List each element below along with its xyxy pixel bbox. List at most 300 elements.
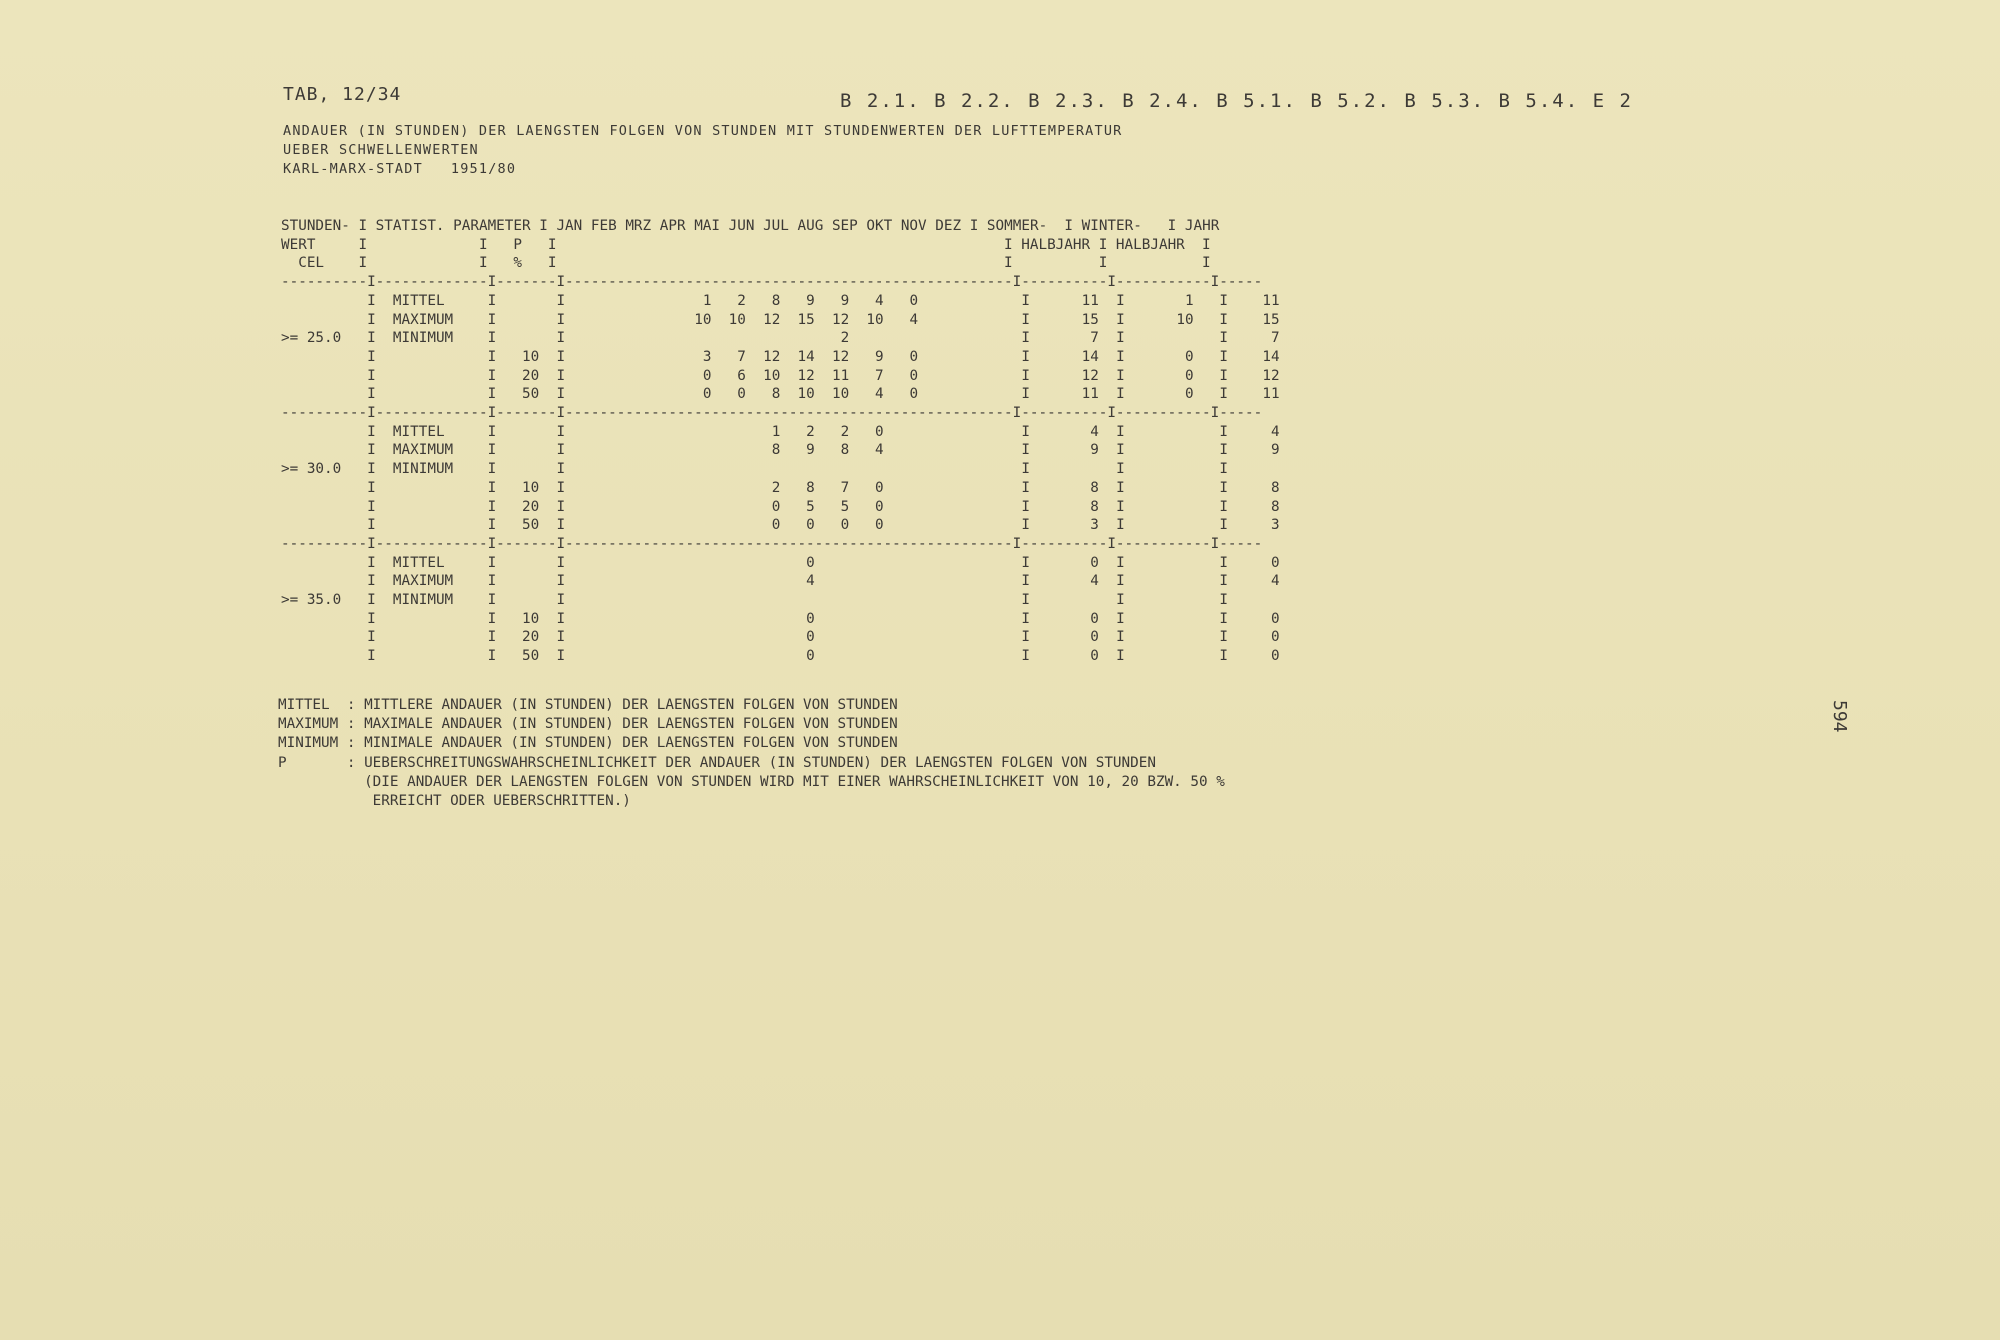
winter-value: 0 (1133, 367, 1194, 384)
month-value (815, 629, 849, 645)
month-value (608, 517, 642, 533)
month-value: 4 (849, 386, 884, 403)
month-value (918, 592, 952, 608)
winter-value (1133, 592, 1193, 608)
month-value (677, 330, 711, 346)
month-value (711, 442, 745, 458)
summer-value: 4 (1038, 423, 1099, 440)
month-value (574, 499, 608, 515)
month-value (608, 442, 642, 458)
month-value (574, 555, 608, 571)
month-value (884, 573, 918, 589)
year-value: 11 (1236, 386, 1280, 403)
year-value: 4 (1236, 423, 1280, 440)
month-value (918, 648, 952, 664)
month-value (574, 386, 608, 402)
probability-value: 20 (513, 629, 540, 646)
statistic-label: MINIMUM (392, 461, 471, 478)
month-value (643, 629, 677, 645)
month-value: 0 (745, 517, 781, 534)
winter-value: 0 (1133, 386, 1194, 403)
summer-value: 15 (1038, 311, 1099, 328)
month-value (815, 592, 849, 608)
month-value: 8 (814, 442, 850, 459)
year-value: 9 (1236, 442, 1280, 459)
month-value (884, 611, 918, 627)
year-value (1237, 592, 1280, 608)
probability-value: 50 (513, 517, 540, 534)
month-value (643, 611, 677, 627)
month-value: 12 (814, 311, 850, 328)
winter-value: 1 (1133, 292, 1194, 309)
month-value (711, 330, 745, 346)
month-value (643, 592, 677, 608)
note-text: ERREICHT ODER UEBERSCHRITTEN.) (364, 793, 631, 810)
month-value (849, 555, 883, 571)
month-value (953, 480, 987, 496)
month-value (849, 461, 883, 477)
statistic-label (393, 499, 470, 515)
month-value (884, 442, 918, 458)
summer-value: 0 (1038, 629, 1099, 646)
threshold-label: >= 35.0 (281, 592, 359, 609)
summer-value: 14 (1038, 348, 1099, 365)
month-value (608, 349, 642, 365)
month-value (677, 480, 711, 496)
month-value: 0 (849, 498, 884, 515)
month-value: 15 (780, 311, 815, 328)
summer-value: 11 (1038, 292, 1099, 309)
month-value (643, 517, 677, 533)
month-value (643, 480, 677, 496)
year-value: 8 (1236, 479, 1280, 496)
month-value: 10 (677, 311, 712, 328)
month-value (677, 442, 711, 458)
document-title (283, 122, 1123, 179)
month-value (849, 592, 883, 608)
table-number: TAB, 12/34 (283, 84, 402, 105)
year-value: 15 (1236, 311, 1280, 328)
month-value: 8 (745, 442, 781, 459)
month-value (780, 461, 814, 477)
note-term: MITTEL : (278, 697, 365, 713)
month-value (574, 480, 608, 496)
month-header: FEB (590, 218, 617, 234)
month-value (643, 293, 677, 309)
month-value (849, 573, 883, 589)
month-value: 7 (711, 348, 746, 365)
month-value (918, 461, 952, 477)
month-value: 0 (780, 648, 815, 665)
month-value (953, 349, 987, 365)
month-value: 11 (814, 367, 850, 384)
month-value (677, 592, 711, 608)
month-value: 0 (849, 479, 884, 496)
statistic-label: MAXIMUM (392, 311, 471, 328)
probability-value: 50 (513, 648, 540, 665)
month-value (953, 312, 987, 328)
month-value (677, 611, 711, 627)
month-header: SEP (831, 218, 858, 234)
month-value: 1 (745, 423, 781, 440)
note-text: MAXIMALE ANDAUER (IN STUNDEN) DER LAENGSTEN FOLGEN VON STUNDEN (364, 716, 898, 733)
month-value: 0 (883, 367, 919, 384)
month-value: 0 (711, 386, 746, 403)
month-value (953, 368, 987, 384)
statistic-label (393, 648, 470, 664)
month-value (643, 442, 677, 458)
month-value: 2 (711, 292, 746, 309)
month-value (953, 461, 987, 477)
probability-value (513, 312, 539, 328)
month-value: 6 (711, 367, 746, 384)
month-value (643, 555, 677, 571)
month-value (711, 573, 745, 589)
year-value (1237, 461, 1280, 477)
month-value (608, 330, 642, 346)
summer-value: 0 (1038, 648, 1099, 665)
month-value (574, 330, 608, 346)
winter-value (1133, 517, 1193, 533)
month-value (677, 573, 711, 589)
month-value (711, 480, 745, 496)
month-value (918, 629, 952, 645)
month-value: 10 (849, 311, 884, 328)
month-value: 14 (780, 348, 815, 365)
month-value (677, 517, 711, 533)
statistic-label (393, 480, 470, 496)
month-value (918, 573, 952, 589)
page-number: 594 (1829, 700, 1850, 733)
month-header: NOV (900, 218, 927, 234)
month-value (918, 349, 952, 365)
title-line: KARL-MARX-STADT 1951/80 (283, 161, 517, 177)
month-value: 12 (745, 311, 781, 328)
month-value: 0 (780, 610, 815, 627)
month-value (574, 648, 608, 664)
month-value (849, 611, 883, 627)
month-value (780, 330, 814, 346)
month-header: JUN (728, 218, 755, 234)
month-value: 10 (711, 311, 746, 328)
month-header: AUG (797, 218, 824, 234)
month-value (643, 648, 677, 664)
month-value: 5 (814, 498, 850, 515)
month-value (746, 629, 780, 645)
probability-value: 20 (513, 367, 540, 384)
year-value: 0 (1236, 629, 1280, 646)
title-line: ANDAUER (IN STUNDEN) DER LAENGSTEN FOLGEN VON STUNDEN MIT STUNDENWERTEN DER LUFTTEMPERATUR (283, 123, 1123, 139)
month-value (608, 293, 642, 309)
month-value (746, 461, 780, 477)
summer-value: 8 (1038, 498, 1099, 515)
year-value: 7 (1236, 330, 1280, 347)
month-value (815, 555, 849, 571)
month-value (643, 330, 677, 346)
summer-value: 12 (1038, 367, 1099, 384)
month-value: 8 (745, 292, 781, 309)
note-term (278, 793, 364, 809)
month-value (849, 330, 883, 346)
winter-value: 10 (1133, 311, 1194, 328)
winter-value (1133, 480, 1193, 496)
probability-value (513, 573, 539, 589)
month-value: 4 (849, 292, 884, 309)
month-value: 9 (849, 348, 884, 365)
note-text: MINIMALE ANDAUER (IN STUNDEN) DER LAENGSTEN FOLGEN VON STUNDEN (364, 735, 898, 752)
statistic-label (393, 386, 470, 402)
month-value (677, 648, 711, 664)
month-value (953, 555, 987, 571)
month-value (574, 442, 608, 458)
title-line: UEBER SCHWELLENWERTEN (283, 142, 479, 158)
month-value (574, 592, 608, 608)
month-value (884, 592, 918, 608)
year-value: 4 (1236, 573, 1280, 590)
month-value: 10 (780, 386, 815, 403)
probability-value: 20 (513, 498, 540, 515)
statistic-label (393, 611, 470, 627)
month-header: JAN (556, 218, 583, 234)
year-value: 3 (1236, 517, 1280, 534)
threshold-label: >= 30.0 (281, 461, 359, 478)
month-value (953, 442, 987, 458)
month-value (608, 573, 642, 589)
statistic-label: MINIMUM (392, 592, 471, 609)
note-term (278, 774, 364, 790)
month-value (918, 386, 952, 402)
month-value (918, 480, 952, 496)
threshold-label: >= 25.0 (281, 330, 359, 347)
winter-value (1133, 442, 1193, 458)
month-value (918, 517, 952, 533)
month-value (918, 424, 952, 440)
winter-value (1133, 573, 1193, 589)
month-value (677, 555, 711, 571)
duration-table: STUNDEN- I STATIST. PARAMETER I JAN FEB MRZ APR MAI JUN JUL AUG SEP OKT NOV DEZ I SOMMER- I WINTER- I JAHR WERT I I P I I HALBJAHR I HALBJAHR I CEL I I % I I I I ----------I-------------I-------I----------------------------------------------------I----------I-----------I----- I MITTEL I I 1 2 8 9 9 4 0 I 11 I 1 I 11 I MAXIMUM I I 10 10 12 15 12 10 4 I 15 I 10 I 15 >= 25.0 I MINIMUM I I 2 I 7 I I 7 I I 10 I 3 7 12 14 12 9 0 I 14 I 0 I 14 I I 20 I 0 6 10 12 11 7 0 I 12 I 0 I 12 I I 50 I 0 0 8 10 10 4 0 I 11 I 0 I 11 ----------I-------------I-------I----------------------------------------------------I----------I-----------I----- I MITTEL I I 1 2 2 0 I 4 I I 4 I MAXIMUM I I 8 9 8 4 I 9 I I 9 >= 30.0 I MINIMUM I I I I I I I 10 I 2 8 7 0 I 8 I I 8 I I 20 I 0 5 5 0 I 8 I I 8 I I 50 I 0 0 0 0 I 3 I I 3 ----------I-------------I-------I----------------------------------------------------I----------I-----------I----- I MITTEL I I 0 I 0 I I 0 I MAXIMUM I I 4 I 4 I I 4 >= 35.0 I MINIMUM I I I I I I I 10 I 0 I 0 I I 0 I I 20 I 0 I 0 I I 0 I I 50 I 0 I 0 I I 0 (281, 218, 1280, 665)
month-value: 1 (677, 292, 712, 309)
summer-value: 8 (1038, 479, 1099, 496)
month-value (746, 330, 780, 346)
month-value (884, 461, 918, 477)
month-value: 0 (883, 386, 919, 403)
month-value (608, 312, 642, 328)
statistic-label (393, 368, 470, 384)
month-value: 9 (780, 442, 815, 459)
month-value (608, 424, 642, 440)
winter-value (1133, 499, 1193, 515)
month-value (953, 611, 987, 627)
month-value (953, 629, 987, 645)
month-value (574, 611, 608, 627)
month-value (574, 312, 608, 328)
probability-value (513, 293, 539, 309)
statistic-label: MAXIMUM (392, 573, 471, 590)
month-value (608, 461, 642, 477)
month-value (643, 499, 677, 515)
winter-value: 0 (1133, 348, 1194, 365)
month-value (953, 424, 987, 440)
month-value (711, 499, 745, 515)
month-value (884, 517, 918, 533)
month-value: 0 (883, 348, 919, 365)
probability-value: 50 (513, 386, 540, 403)
month-value (884, 480, 918, 496)
month-value: 3 (677, 348, 712, 365)
month-value (711, 424, 745, 440)
winter-value (1133, 611, 1193, 627)
month-value (608, 555, 642, 571)
month-value (780, 592, 814, 608)
month-value: 10 (814, 386, 850, 403)
month-value (677, 629, 711, 645)
month-value (643, 424, 677, 440)
probability-value (513, 424, 539, 440)
month-value (884, 648, 918, 664)
month-value (746, 555, 780, 571)
month-value (643, 461, 677, 477)
month-value (884, 555, 918, 571)
statistic-label (393, 629, 470, 645)
month-value (918, 312, 952, 328)
month-value (815, 573, 849, 589)
month-value (849, 629, 883, 645)
month-value (953, 592, 987, 608)
month-value: 2 (745, 479, 781, 496)
month-value: 7 (849, 367, 884, 384)
statistic-label (393, 349, 470, 365)
month-value (918, 499, 952, 515)
statistic-label: MITTEL (392, 292, 471, 309)
month-value (815, 611, 849, 627)
year-value: 0 (1236, 648, 1280, 665)
month-value: 0 (849, 423, 884, 440)
month-value: 0 (780, 517, 815, 534)
month-value (608, 499, 642, 515)
month-value (711, 648, 745, 664)
month-value (608, 611, 642, 627)
month-value (711, 555, 745, 571)
month-value (849, 648, 883, 664)
month-value (643, 312, 677, 328)
month-value (711, 592, 745, 608)
month-value (746, 592, 780, 608)
winter-value (1133, 648, 1193, 664)
month-value (677, 424, 711, 440)
month-value (884, 424, 918, 440)
month-value: 0 (883, 292, 919, 309)
month-value: 0 (780, 629, 815, 646)
month-value: 4 (883, 311, 919, 328)
month-value (815, 648, 849, 664)
month-value (953, 573, 987, 589)
year-value: 0 (1236, 610, 1280, 627)
month-header: DEZ (935, 218, 962, 234)
month-value (711, 611, 745, 627)
month-value: 9 (780, 292, 815, 309)
month-value (746, 611, 780, 627)
month-header: MAI (694, 218, 721, 234)
year-value: 11 (1236, 292, 1280, 309)
month-value (918, 293, 952, 309)
month-value (884, 499, 918, 515)
summer-value: 7 (1038, 330, 1099, 347)
month-value (608, 368, 642, 384)
month-value (608, 592, 642, 608)
probability-value (513, 442, 539, 458)
month-value (574, 293, 608, 309)
note-text: (DIE ANDAUER DER LAENGSTEN FOLGEN VON STUNDEN WIRD MIT EINER WAHRSCHEINLICHKEIT VON 10, 20 BZW. 50 % (364, 773, 1225, 790)
year-value: 0 (1236, 554, 1280, 571)
month-value (677, 461, 711, 477)
year-value: 12 (1236, 367, 1280, 384)
probability-value: 10 (513, 610, 540, 627)
month-value (711, 461, 745, 477)
month-value: 8 (780, 479, 815, 496)
month-value (953, 330, 987, 346)
note-term: MAXIMUM : (278, 716, 365, 733)
month-value (884, 629, 918, 645)
month-value (746, 573, 780, 589)
summer-value: 4 (1038, 573, 1099, 590)
month-value (953, 293, 987, 309)
note-text: UEBERSCHREITUNGSWAHRSCHEINLICHKEIT DER ANDAUER (IN STUNDEN) DER LAENGSTEN FOLGEN VON STUNDEN (364, 754, 1156, 771)
month-value (608, 386, 642, 402)
summer-value: 0 (1038, 610, 1099, 627)
note-term: MINIMUM : (278, 735, 365, 752)
month-value (711, 517, 745, 533)
month-value (677, 499, 711, 515)
month-header: APR (659, 218, 686, 234)
month-value (643, 573, 677, 589)
month-value: 12 (814, 348, 850, 365)
winter-value (1133, 629, 1193, 645)
month-value (608, 648, 642, 664)
month-value: 0 (780, 554, 815, 571)
month-value (953, 499, 987, 515)
legend-notes (278, 696, 1225, 811)
month-value (574, 517, 608, 533)
month-value (918, 330, 952, 346)
month-value (918, 368, 952, 384)
month-value: 2 (780, 423, 815, 440)
month-value (918, 611, 952, 627)
month-value (711, 629, 745, 645)
month-value: 0 (677, 386, 712, 403)
month-value: 12 (780, 367, 815, 384)
winter-value (1133, 461, 1193, 477)
month-value (574, 349, 608, 365)
month-header: MRZ (625, 218, 652, 234)
month-value: 9 (814, 292, 850, 309)
statistic-label: MITTEL (392, 554, 471, 571)
note-term: P : (278, 754, 365, 771)
winter-value (1133, 330, 1193, 346)
summer-value: 11 (1038, 386, 1099, 403)
year-value: 14 (1236, 348, 1280, 365)
winter-value (1133, 555, 1193, 571)
month-header: JUL (763, 218, 789, 234)
month-value (918, 442, 952, 458)
month-value: 0 (745, 498, 781, 515)
month-value: 0 (849, 517, 884, 534)
month-value (643, 349, 677, 365)
month-value: 4 (849, 442, 884, 459)
month-value (574, 424, 608, 440)
month-value: 0 (677, 367, 712, 384)
probability-value (513, 592, 539, 608)
probability-value: 10 (513, 348, 540, 365)
